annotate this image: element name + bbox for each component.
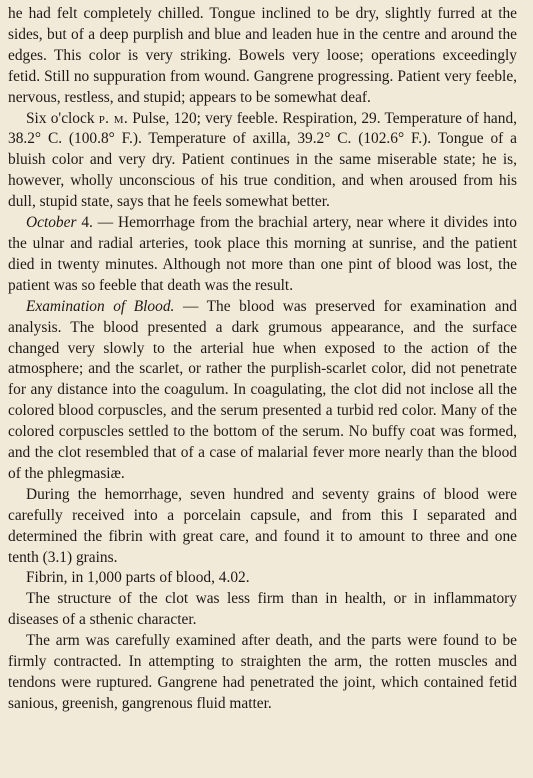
paragraph-3-lead: October (26, 214, 77, 232)
paragraph-7-text: The structure of the clot was less firm than in health, or in inflammatory diseases of a sthenic character. (8, 590, 517, 629)
paragraph-5 (8, 485, 517, 569)
paragraph-1 (8, 4, 517, 109)
paragraph-2 (8, 109, 517, 214)
paragraph-4-text: — The blood was preserved for examination and analysis. The blood presented a dark grumous appearance, and the surface changed very slowly to the arterial hue when exposed to the action of the atmosphere; and the scarlet, or rather the purplish-scarlet color, did not penetrate for any distance into the coagulum. In coagulating, the clot did not inclose all the colored blood corpuscles, and the serum presented a turbid red color. Many of the colored corpuscles settled to the bottom of the serum. No buffy coat was formed, and the clot resembled that of a case of malarial fever more nearly than the blood of the phlegmasiæ. (8, 297, 517, 482)
paragraph-7 (8, 589, 517, 631)
paragraph-4-lead: Examination of Blood. (26, 297, 175, 315)
paragraph-2-pre: Six o'clock (26, 109, 99, 127)
paragraph-4 (8, 297, 517, 485)
paragraph-8 (8, 631, 517, 715)
paragraph-1-text: he had felt completely chilled. Tongue inclined to be dry, slightly furred at the sides, but of a deep purplish and blue and leaden hue in the centre and around the edges. This color is very striking. Bowels very loose; operations exceedingly fetid. Still no suppuration from wound. Gangrene progressing. Patient very feeble, nervous, restless, and stupid; appears to be somewhat deaf. (8, 5, 517, 106)
paragraph-3 (8, 213, 517, 297)
paragraph-2-text: Pulse, 120; very feeble. Respiration, 29. Temperature of hand, 38.2° C. (100.8° F.). Temperature of axilla, 39.2° C. (102.6° F.). Tongue of a bluish color and very dry. Patient continues in the same miserable state; he is, however, wholly unconscious of his true condition, and when aroused from his dull, stupid state, says that he feels somewhat better. (8, 109, 517, 211)
paragraph-5-text: During the hemorrhage, seven hundred and seventy grains of blood were carefully received into a porcelain capsule, and from this I separated and determined the fibrin with great care, and found it to amount to three and one tenth (3.1) grains. (8, 485, 517, 566)
paragraph-2-smallcaps: p. m. (98, 109, 129, 127)
paragraph-6 (8, 568, 517, 589)
paragraph-3-text: 4. — Hemorrhage from the brachial artery, near where it divides into the ulnar and radial arteries, took place this morning at sunrise, and the patient died in twenty minutes. Although not more than one pint of blood was lost, the patient was so feeble that death was the result. (8, 214, 517, 294)
paragraph-8-text: The arm was carefully examined after death, and the parts were found to be firmly contracted. In attempting to straighten the arm, the rotten muscles and tendons were ruptured. Gangrene had penetrated the joint, which contained fetid sanious, greenish, gangrenous fluid matter. (8, 632, 517, 712)
paragraph-6-text: Fibrin, in 1,000 parts of blood, 4.02. (26, 569, 250, 587)
